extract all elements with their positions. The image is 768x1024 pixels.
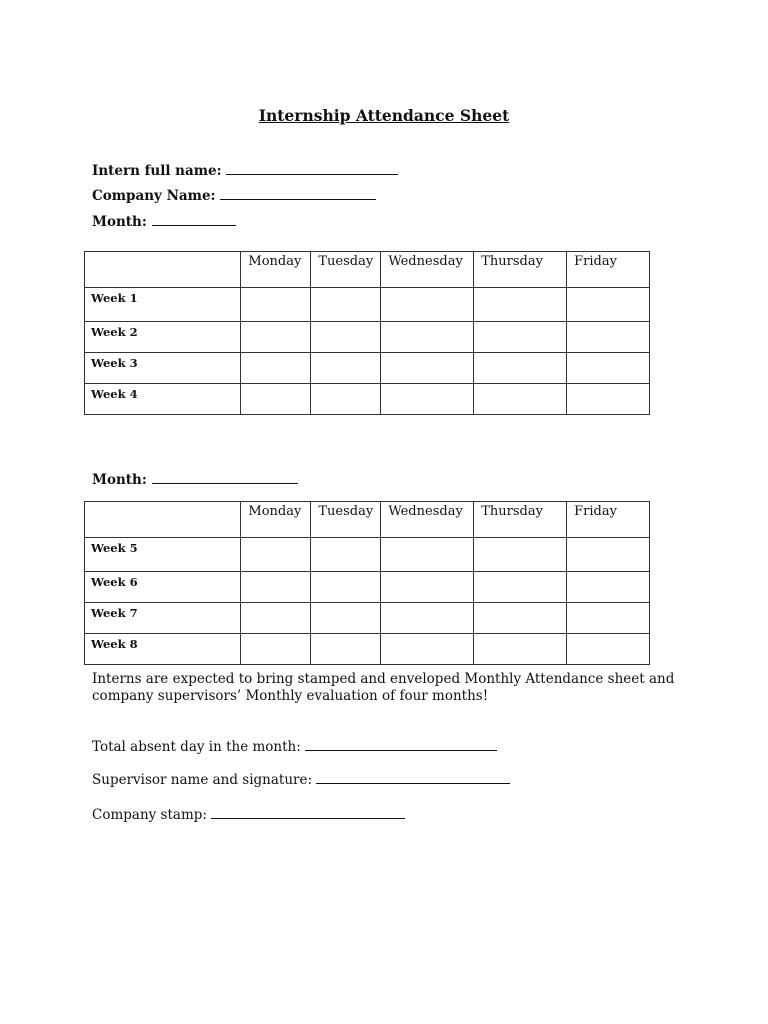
attendance-cell[interactable]: [567, 353, 650, 384]
instructions-note: Interns are expected to bring stamped and enveloped Monthly Attendance sheet and company supervisors’ Monthly evaluation of four months!: [92, 671, 675, 704]
table-header-row: [85, 502, 650, 538]
attendance-cell[interactable]: [241, 353, 311, 384]
header-tuesday: Tuesday: [311, 502, 381, 538]
table-row: [85, 288, 650, 322]
absent-days-field: [92, 738, 497, 755]
attendance-cell[interactable]: [474, 384, 567, 415]
attendance-cell[interactable]: [567, 538, 650, 572]
month-line-1[interactable]: [152, 213, 236, 226]
attendance-cell[interactable]: [567, 384, 650, 415]
table-row: [85, 572, 650, 603]
attendance-cell[interactable]: [567, 603, 650, 634]
supervisor-field: [92, 771, 510, 788]
company-name-label: Company Name:: [92, 188, 216, 204]
attendance-cell[interactable]: [311, 634, 381, 665]
week-label: Week 2: [85, 322, 241, 353]
attendance-cell[interactable]: [474, 322, 567, 353]
attendance-cell[interactable]: [474, 572, 567, 603]
document-title: Internship Attendance Sheet: [258, 106, 510, 125]
week-label: Week 1: [85, 288, 241, 322]
attendance-cell[interactable]: [381, 384, 474, 415]
week-label: Week 8: [85, 634, 241, 665]
attendance-cell[interactable]: [381, 538, 474, 572]
header-friday: Friday: [567, 502, 650, 538]
header-wednesday: Wednesday: [381, 252, 474, 288]
attendance-cell[interactable]: [567, 572, 650, 603]
month-label-2: Month:: [92, 472, 147, 488]
table-header-row: [85, 252, 650, 288]
attendance-cell[interactable]: [474, 288, 567, 322]
header-friday: Friday: [567, 252, 650, 288]
table-row: [85, 322, 650, 353]
attendance-cell[interactable]: [241, 384, 311, 415]
intern-name-label: Intern full name:: [92, 163, 222, 179]
attendance-cell[interactable]: [241, 603, 311, 634]
table-row: [85, 353, 650, 384]
company-stamp-label: Company stamp:: [92, 807, 207, 823]
company-stamp-field: [92, 806, 405, 823]
attendance-cell[interactable]: [241, 634, 311, 665]
month-label-1: Month:: [92, 214, 147, 230]
attendance-cell[interactable]: [381, 603, 474, 634]
header-wednesday: Wednesday: [381, 502, 474, 538]
week-label: Week 6: [85, 572, 241, 603]
attendance-cell[interactable]: [567, 322, 650, 353]
company-stamp-line[interactable]: [211, 806, 405, 819]
intern-name-line[interactable]: [226, 162, 398, 175]
header-thursday: Thursday: [474, 502, 567, 538]
attendance-cell[interactable]: [381, 288, 474, 322]
attendance-cell[interactable]: [311, 603, 381, 634]
week-label: Week 7: [85, 603, 241, 634]
attendance-cell[interactable]: [311, 353, 381, 384]
week-label: Week 5: [85, 538, 241, 572]
company-name-field: [92, 187, 376, 204]
attendance-cell[interactable]: [567, 288, 650, 322]
company-name-line[interactable]: [220, 187, 376, 200]
attendance-cell[interactable]: [311, 538, 381, 572]
header-thursday: Thursday: [474, 252, 567, 288]
attendance-cell[interactable]: [381, 572, 474, 603]
attendance-cell[interactable]: [311, 322, 381, 353]
attendance-table-1: [84, 251, 650, 415]
header-tuesday: Tuesday: [311, 252, 381, 288]
month-field-2: [92, 471, 298, 488]
supervisor-line[interactable]: [316, 771, 510, 784]
attendance-cell[interactable]: [241, 572, 311, 603]
attendance-cell[interactable]: [241, 322, 311, 353]
month-field-1: [92, 213, 236, 230]
week-label: Week 3: [85, 353, 241, 384]
header-monday: Monday: [241, 252, 311, 288]
attendance-cell[interactable]: [311, 572, 381, 603]
attendance-cell[interactable]: [381, 353, 474, 384]
attendance-cell[interactable]: [311, 384, 381, 415]
table-corner-cell: [85, 252, 241, 288]
supervisor-label: Supervisor name and signature:: [92, 772, 313, 788]
attendance-cell[interactable]: [241, 538, 311, 572]
attendance-cell[interactable]: [381, 322, 474, 353]
attendance-cell[interactable]: [311, 288, 381, 322]
attendance-cell[interactable]: [474, 353, 567, 384]
absent-days-line[interactable]: [305, 738, 497, 751]
table-row: [85, 634, 650, 665]
table-row: [85, 603, 650, 634]
header-monday: Monday: [241, 502, 311, 538]
table-corner-cell: [85, 502, 241, 538]
attendance-cell[interactable]: [567, 634, 650, 665]
attendance-cell[interactable]: [474, 603, 567, 634]
attendance-table-2: [84, 501, 650, 665]
attendance-cell[interactable]: [474, 538, 567, 572]
attendance-cell[interactable]: [241, 288, 311, 322]
week-label: Week 4: [85, 384, 241, 415]
absent-days-label: Total absent day in the month:: [92, 739, 301, 755]
intern-name-field: [92, 162, 398, 179]
table-row: [85, 538, 650, 572]
attendance-cell[interactable]: [381, 634, 474, 665]
table-row: [85, 384, 650, 415]
attendance-cell[interactable]: [474, 634, 567, 665]
month-line-2[interactable]: [152, 471, 298, 484]
